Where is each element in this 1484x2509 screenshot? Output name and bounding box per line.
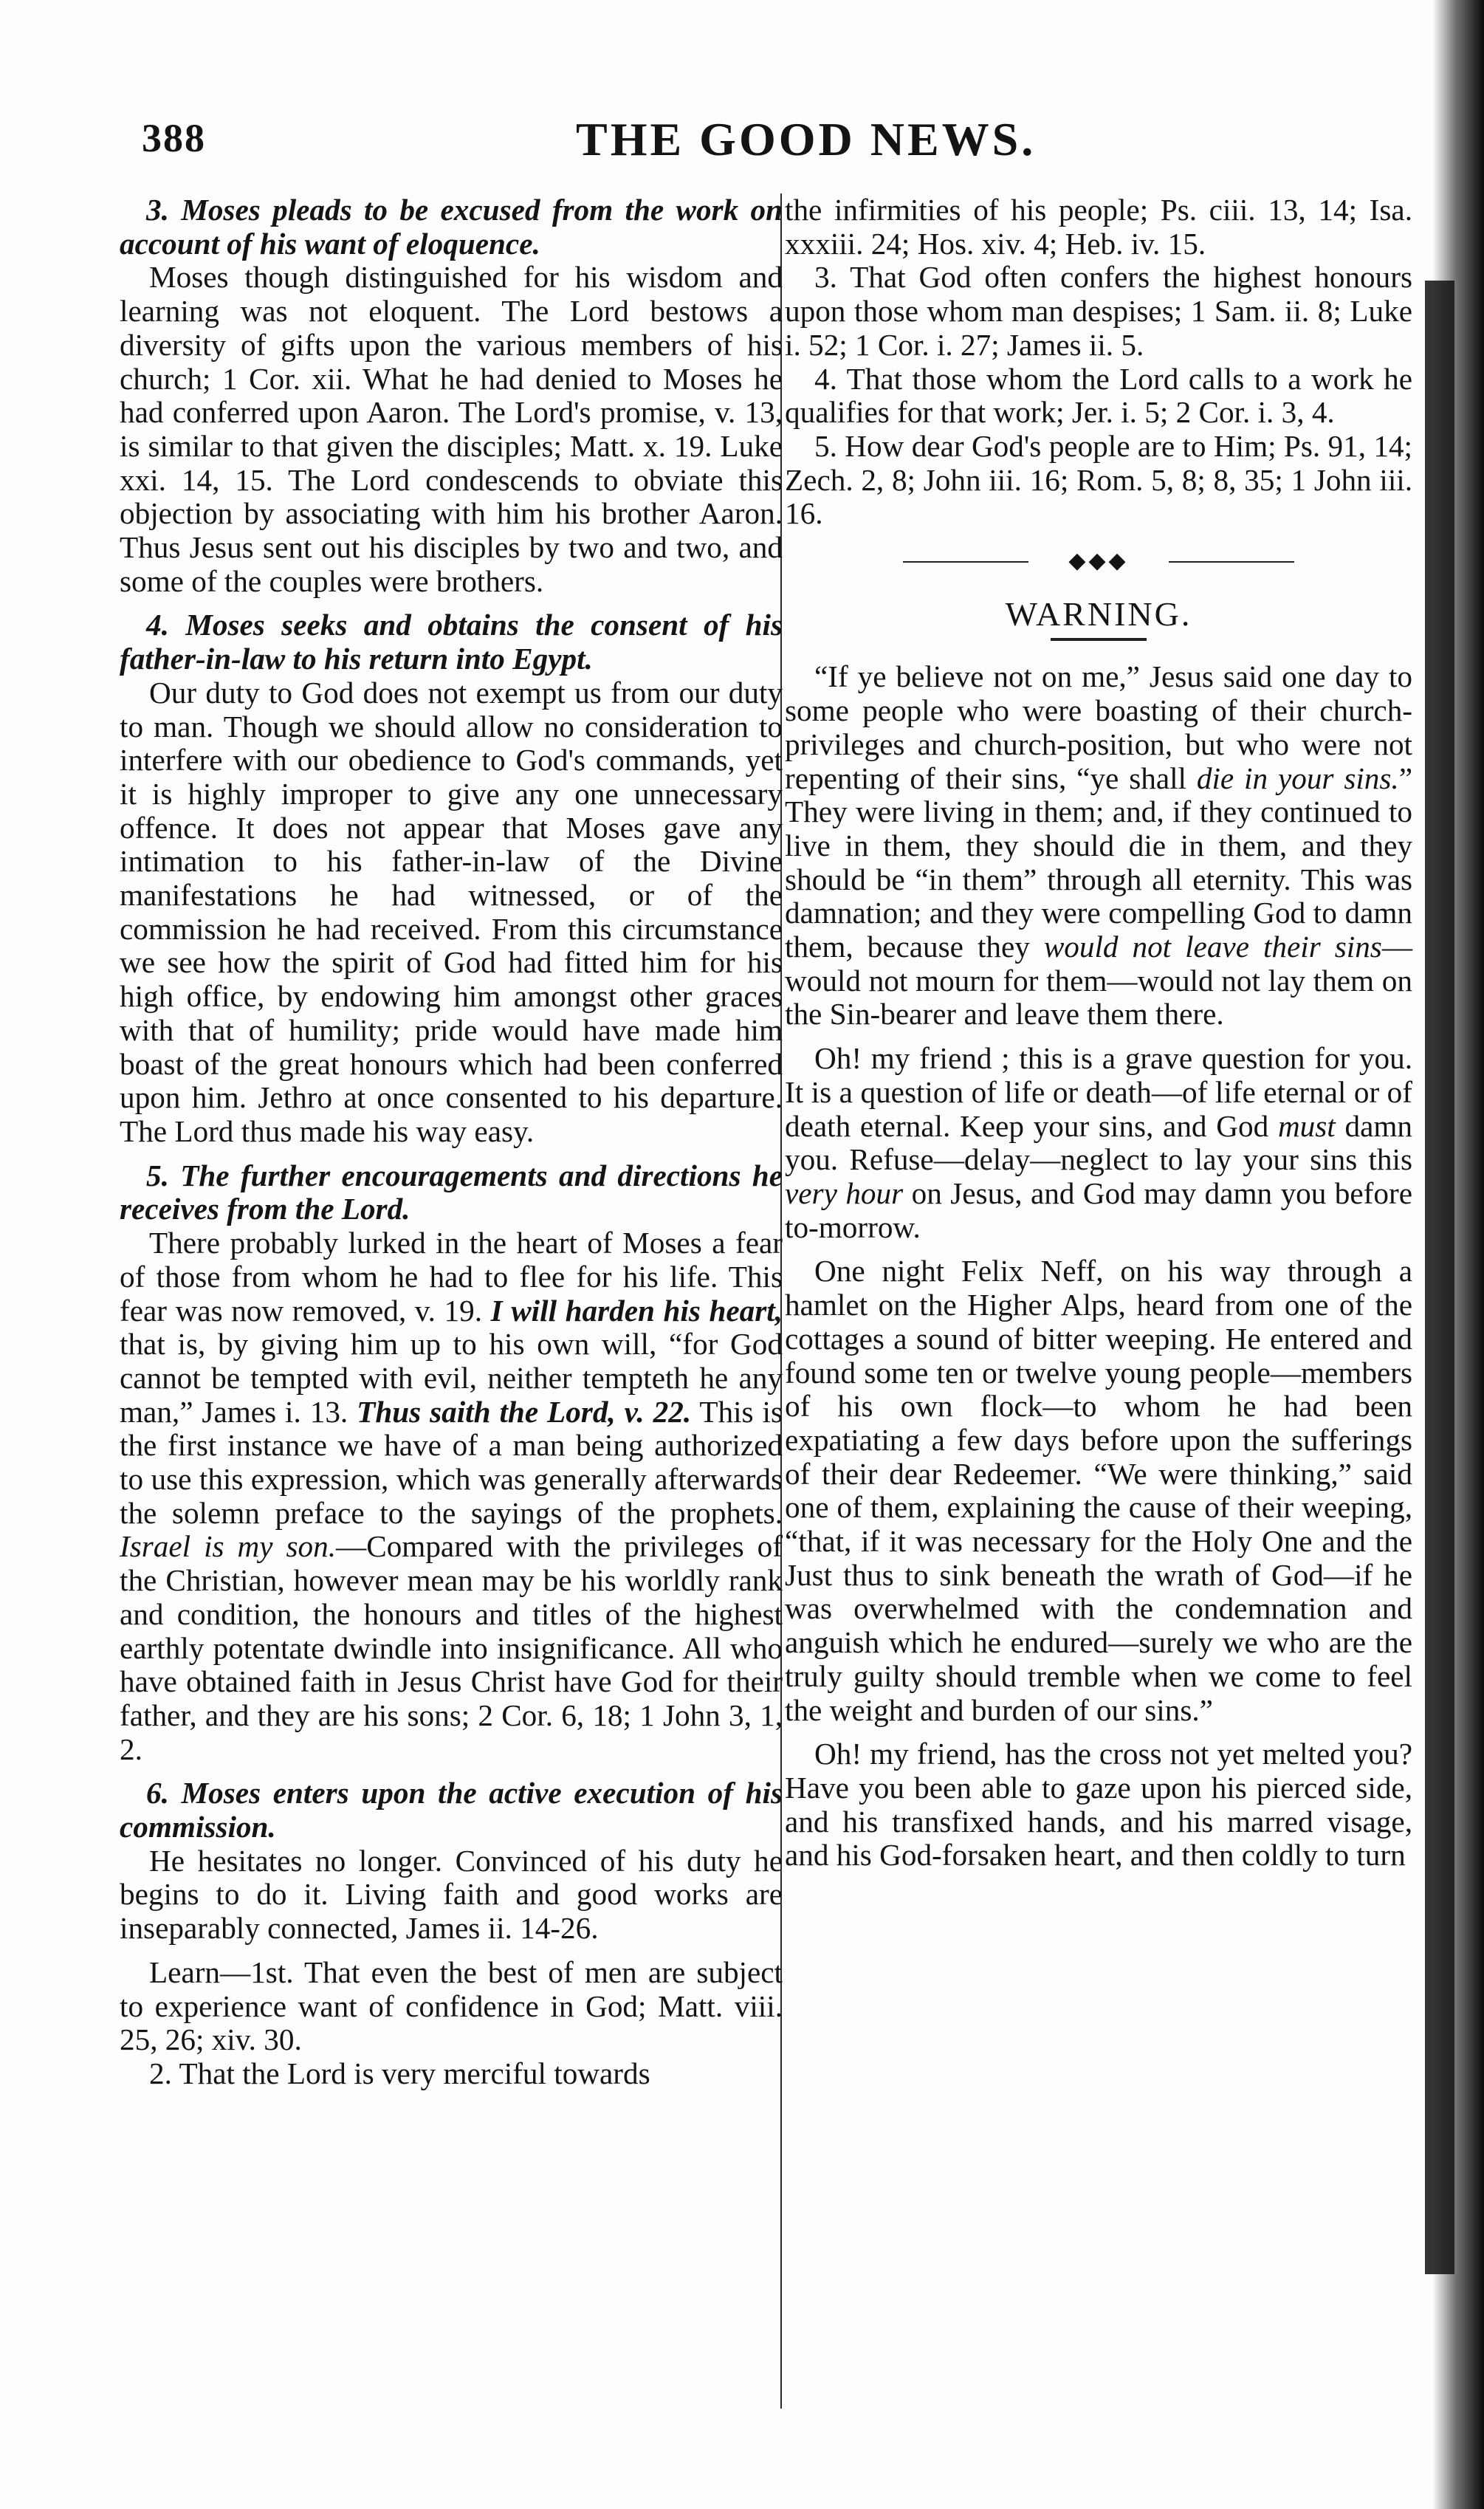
subheading-3: 3. Moses pleads to be excused from the work on account of his want of eloquence. [120, 193, 783, 261]
warning-paragraph-1 [785, 660, 1412, 1032]
title-rule [1051, 638, 1147, 641]
paragraph-6: He hesitates no longer. Convinced of his duty he begins to do it. Living faith and good works are inseparably connected, James ii. 14-26. [120, 1843, 783, 1946]
warning-1-a: “If ye believe not on me,” Jesus said one day to some people who were boasting of their church-privileges and church-position, but who were not repenting of their sins, “ye shall [785, 659, 1412, 795]
learn-point-2-start: 2. That the Lord is very merciful towards [149, 2056, 650, 2090]
running-title: THE GOOD NEWS. [576, 113, 1037, 165]
subheading-6: 6. Moses enters upon the active execution of his commission. [120, 1776, 783, 1844]
subheading-4: 4. Moses seeks and obtains the consent of his father-in-law to his return into Egypt. [120, 608, 783, 676]
warning-1-b: ” They were living in them; and, if they continued to live in them, they should die in them, and they should be “in them” through all eternity. This was damnation; and they were compelling God to damn them, because they [785, 761, 1412, 964]
binding-edge [1425, 281, 1454, 2274]
subheading-5: 5. The further encouragements and directions he receives from the Lord. [120, 1158, 783, 1226]
paragraph-5-end: —Compared with the privileges of the Christian, however mean may be his worldly rank and condition, the honours and titles of the highest earthly potentate dwindle into insignificance. All who have obtained faith in Jesus Christ have God for their father, and they are his sons; 2 Cor. 6, 18; 1 John 3, 1, 2. [120, 1529, 783, 1766]
warning-2-em: must [1277, 1108, 1336, 1143]
paragraph-5-text: There probably lurked in the heart of Moses a fear of those from whom he had to flee for his life. This fear was now removed, v. 19. [120, 1226, 783, 1328]
paragraph-4: Our duty to God does not exempt us from our duty to man. Though we should allow no consideration to interfere with our obedience to God's commands, yet it is highly improper to give any one unnecessary offence. It does not appear that Moses gave any intimation to his father-in-law of the Divine manifestations he had witnessed, or of the commission he had received. From this circumstance we see how the spirit of God had fitted him for his high office, by endowing him amongst other graces with that of humility; pride would have made him boast of the great honours which had been conferred upon him. Jethro at once consented to his departure. The Lord thus made his way easy. [120, 675, 783, 1148]
paragraph-5-quote-thus-saith: Thus saith the Lord, v. 22. [357, 1394, 692, 1429]
warning-paragraph-3: One night Felix Neff, on his way through a hamlet on the Higher Alps, heard from one of the cottages a sound of bitter weeping. He entered and found some ten or twelve young people—members of his own flock—to whom he had been expatiating a few days before upon the sufferings of their dear Redeemer. “We were thinking,” said one of them, explaining the cause of their weeping, “that, if it was necessary for the Holy One and the Just thus to sink beneath the wrath of God—if he was overwhelmed with the condemnation and anguish which he endured—surely we who are the truly guilty should tremble when we come to feel the weight and burden of our sins.” [785, 1254, 1412, 1727]
warning-paragraph-2 [785, 1042, 1412, 1244]
warning-paragraph-4: Oh! my friend, has the cross not yet melted you? Have you been able to gaze upon his pierced side, and his transfixed hands, and his marred visage, and his God-forsaken heart, and then coldly to turn [785, 1737, 1412, 1873]
warning-1-c: —would not mourn for them—would not lay them on the Sin-bearer and leave them there. [785, 930, 1412, 1032]
warning-2-b: damn you. Refuse—delay—neglect to lay your sins this [785, 1108, 1412, 1177]
paragraph-5-rest: This is the first instance we have of a man being authorized to use this expression, which was generally afterwards the solemn preface to the sayings of the prophets. [120, 1394, 783, 1530]
paragraph-5-quote-israel: Israel is my son. [120, 1529, 337, 1564]
paragraph-5-quote-harden: I will harden his heart, [490, 1293, 783, 1328]
learn-point-1: Learn—1st. That even the best of men are subject to experience want of confidence in God; Matt. viii. 25, 26; xiv. 30. [120, 1954, 783, 2057]
learn-point-5: 5. How dear God's people are to Him; Ps. 91, 14; Zech. 2, 8; John iii. 16; Rom. 5, 8; 8, 35; 1 John iii. 16. [785, 428, 1412, 531]
right-column [785, 193, 1412, 1873]
page-number: 388 [142, 116, 206, 160]
warning-2-c: on Jesus, and God may damn you before to-morrow. [785, 1175, 1412, 1244]
page-header [103, 111, 1432, 177]
left-column [120, 193, 783, 2091]
learn-point-4: 4. That those whom the Lord calls to a work he qualifies for that work; Jer. i. 5; 2 Cor. i. 3, 4. [785, 361, 1412, 430]
warning-1-em: die in your sins. [1196, 761, 1399, 795]
section-title-warning: WARNING. [1005, 594, 1192, 633]
warning-1-em2: would not leave their sins [1043, 930, 1382, 964]
paragraph-5-mid: that is, by giving him up to his own will, “for God cannot be tempted with evil, neither tempteth he any man,” James i. 13. [120, 1327, 783, 1429]
paragraph-5 [120, 1226, 783, 1766]
warning-2-a: Oh! my friend ; this is a grave question for you. It is a question of life or death—of life eternal or of death eternal. Keep your sins, and God [785, 1041, 1412, 1143]
learn-point-2-end: the infirmities of his people; Ps. ciii. 13, 14; Isa. xxxiii. 24; Hos. xiv. 4; Heb. iv. 15. [785, 193, 1412, 261]
section-ornament: ◆◆◆ [785, 544, 1412, 578]
learn-point-3: 3. That God often confers the highest honours upon those whom man despises; 1 Sam. ii. 8; Luke i. 52; 1 Cor. i. 27; James ii. 5. [785, 260, 1412, 362]
paragraph-3: Moses though distinguished for his wisdom and learning was not eloquent. The Lord bestows a diversity of gifts upon the various members of his church; 1 Cor. xii. What he had denied to Moses he had conferred upon Aaron. The Lord's promise, v. 13, is similar to that given the disciples; Matt. x. 19. Luke xxi. 14, 15. The Lord condescends to obviate this objection by associating with him his brother Aaron. Thus Jesus sent out his disciples by two and two, and some of the couples were brothers. [120, 260, 783, 598]
warning-2-em2: very hour [785, 1175, 904, 1210]
